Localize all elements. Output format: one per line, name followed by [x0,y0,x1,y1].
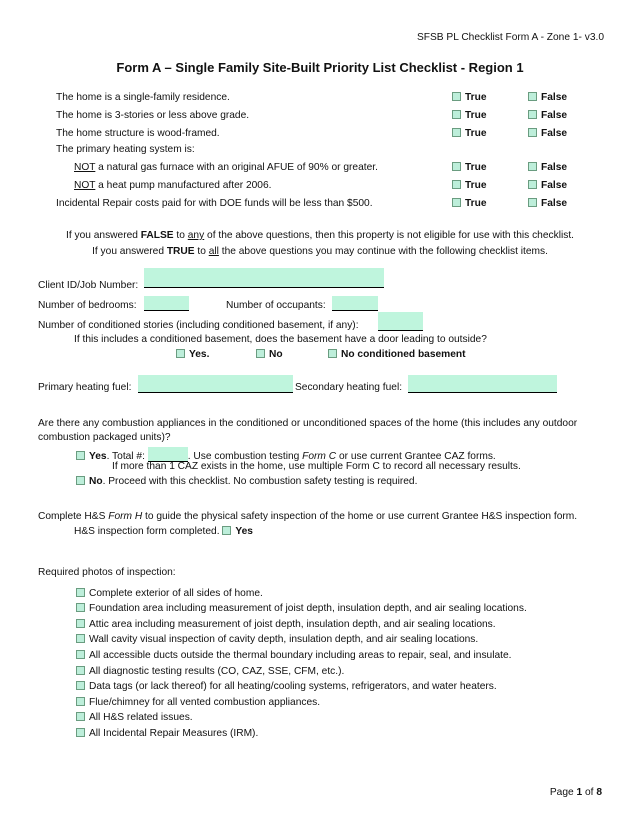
hs-yes-option[interactable]: Yes [222,526,253,537]
photo-item[interactable]: All diagnostic testing results (CO, CAZ, SSE, CFM, etc.). [76,666,344,678]
q3-false-option[interactable]: False [528,128,567,140]
checkbox[interactable] [76,603,85,612]
photo-item[interactable]: All Incidental Repair Measures (IRM). [76,728,258,740]
combustion-total-input[interactable] [148,447,188,462]
basement-no-option[interactable]: No [256,349,283,361]
instruction-false: If you answered FALSE to any of the above questions, then this property is not eligible for use with this checklist. [66,230,574,241]
hs-instruction: Complete H&S Form H to guide the physical safety inspection of the home or use current Grantee H&S inspection form. [38,511,578,522]
checkbox[interactable] [256,349,265,358]
checkbox[interactable] [76,588,85,597]
checkbox[interactable] [76,697,85,706]
combustion-yes-option[interactable]: Yes. Total #: . Use combustion testing Form C or use current Grantee CAZ forms. [76,447,496,463]
q4a-true-option[interactable]: True [452,162,487,174]
bedrooms-input[interactable] [144,296,189,311]
checkbox[interactable] [452,92,461,101]
checkbox[interactable] [76,634,85,643]
q3-true-option[interactable]: True [452,128,487,140]
checkbox[interactable] [452,198,461,207]
checkbox[interactable] [452,128,461,137]
client-id-input[interactable] [144,268,384,288]
q1-false-option[interactable]: False [528,92,567,104]
occupants-input[interactable] [332,296,378,311]
q4a-false-option[interactable]: False [528,162,567,174]
q5-true-option[interactable]: True [452,198,487,210]
photo-item[interactable]: Complete exterior of all sides of home. [76,588,263,600]
photo-item[interactable]: Data tags (or lack thereof) for all heating/cooling systems, refrigerators, and water heaters. [76,681,497,693]
hs-completed: H&S inspection form completed. Yes [74,526,253,537]
caz-note: If more than 1 CAZ exists in the home, use multiple Form C to record all necessary results. [112,461,521,472]
checkbox[interactable] [76,728,85,737]
q5-false-option[interactable]: False [528,198,567,210]
checkbox[interactable] [76,451,85,460]
checkbox[interactable] [76,619,85,628]
bedrooms-label: Number of bedrooms: [38,300,137,311]
question-wood-framed: The home structure is wood-framed. [56,128,220,139]
page-number: Page 1 of 8 [549,787,602,798]
checkbox[interactable] [528,162,537,171]
checkbox[interactable] [328,349,337,358]
q4b-true-option[interactable]: True [452,180,487,192]
checkbox[interactable] [76,666,85,675]
page-title: Form A – Single Family Site-Built Priority List Checklist - Region 1 [116,60,524,75]
combustion-no-option[interactable]: No. Proceed with this checklist. No combustion safety testing is required. [76,476,417,488]
photo-item[interactable]: Attic area including measurement of joist depth, insulation depth, and air sealing locations. [76,619,496,631]
doc-reference: SFSB PL Checklist Form A - Zone 1- v3.0 [416,32,604,43]
checkbox[interactable] [528,180,537,189]
basement-question: If this includes a conditioned basement, does the basement have a door leading to outside? [74,334,487,345]
checkbox[interactable] [76,476,85,485]
checkbox[interactable] [222,526,231,535]
question-heat-pump: NOT a heat pump manufactured after 2006. [74,180,272,191]
question-heating-system: The primary heating system is: [56,144,195,155]
no-conditioned-basement-option[interactable]: No conditioned basement [328,349,466,361]
checkbox[interactable] [528,128,537,137]
question-stories: The home is 3-stories or less above grade. [56,110,250,121]
occupants-label: Number of occupants: [226,300,326,311]
checkbox[interactable] [76,712,85,721]
photo-item[interactable]: All accessible ducts outside the thermal boundary including areas to repair, seal, and insulate. [76,650,511,662]
stories-label: Number of conditioned stories (including conditioned basement, if any): [38,320,359,331]
secondary-fuel-input[interactable] [408,375,557,393]
photo-item[interactable]: Flue/chimney for all vented combustion appliances. [76,697,320,709]
checkbox[interactable] [76,681,85,690]
checkbox[interactable] [452,180,461,189]
checkbox[interactable] [528,110,537,119]
q2-true-option[interactable]: True [452,110,487,122]
photos-heading: Required photos of inspection: [38,567,176,578]
primary-fuel-input[interactable] [138,375,293,393]
photo-item[interactable]: Foundation area including measurement of joist depth, insulation depth, and air sealing locations. [76,603,527,615]
primary-fuel-label: Primary heating fuel: [38,382,132,393]
combustion-question-line2: combustion packaged units)? [38,432,171,443]
checkbox[interactable] [452,162,461,171]
question-single-family: The home is a single-family residence. [56,92,230,103]
q1-true-option[interactable]: True [452,92,487,104]
secondary-fuel-label: Secondary heating fuel: [295,382,403,393]
checkbox[interactable] [528,198,537,207]
instruction-true: If you answered TRUE to all the above questions you may continue with the following checklist items. [92,246,548,257]
checkbox[interactable] [452,110,461,119]
photo-item[interactable]: All H&S related issues. [76,712,193,724]
question-incidental-repair: Incidental Repair costs paid for with DOE funds will be less than $500. [56,198,373,209]
client-id-label: Client ID/Job Number: [38,280,139,291]
combustion-question-line1: Are there any combustion appliances in the conditioned or unconditioned spaces of the home (this includes any outdoor [38,418,578,429]
checkbox[interactable] [76,650,85,659]
basement-yes-option[interactable]: Yes. [176,349,209,361]
stories-input[interactable] [378,312,423,331]
q2-false-option[interactable]: False [528,110,567,122]
question-gas-furnace: NOT a natural gas furnace with an original AFUE of 90% or greater. [74,162,378,173]
checkbox[interactable] [528,92,537,101]
checkbox[interactable] [176,349,185,358]
photo-item[interactable]: Wall cavity visual inspection of cavity depth, insulation depth, and air sealing locations. [76,634,478,646]
q4b-false-option[interactable]: False [528,180,567,192]
